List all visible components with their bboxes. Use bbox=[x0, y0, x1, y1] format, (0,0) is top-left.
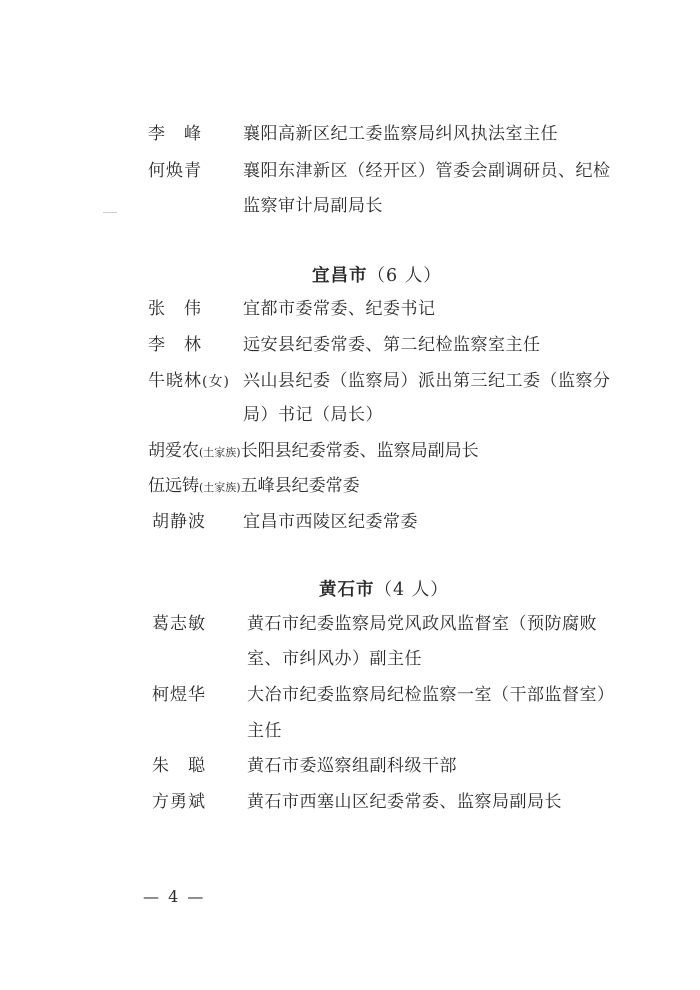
ethnicity-note: (土家族) bbox=[199, 481, 241, 494]
person-title: 黄石市委巡察组副科级干部 bbox=[247, 756, 457, 776]
person-title: 宜昌市西陵区纪委常委 bbox=[243, 512, 418, 532]
person-name bbox=[148, 371, 230, 392]
gender-note: (女) bbox=[202, 374, 230, 390]
person-name-text: 伍远铸 bbox=[148, 476, 199, 496]
person-title: 宜都市委常委、纪委书记 bbox=[243, 299, 436, 319]
person-name-text: 胡爱农 bbox=[148, 441, 199, 461]
person-title-continued: 局）书记（局长） bbox=[243, 405, 383, 425]
person-name bbox=[148, 476, 360, 498]
section-heading-count: （4 人） bbox=[374, 580, 449, 600]
person-name: 张 伟 bbox=[148, 299, 202, 319]
person-title-continued: 监察审计局副局长 bbox=[243, 196, 383, 216]
scan-artifact bbox=[103, 212, 117, 213]
person-name-text: 牛晓林 bbox=[148, 371, 202, 391]
person-name: 李 峰 bbox=[148, 124, 202, 144]
page-number: — 4 — bbox=[143, 887, 206, 906]
person-name: 柯煜华 bbox=[152, 685, 206, 705]
person-title: 襄阳东津新区（经开区）管委会副调研员、纪检 bbox=[243, 161, 611, 181]
person-title: 五峰县纪委常委 bbox=[240, 476, 360, 496]
section-heading-city: 黄石市 bbox=[319, 580, 375, 600]
person-title: 黄石市西塞山区纪委常委、监察局副局长 bbox=[247, 792, 562, 812]
person-title: 长阳县纪委常委、监察局副局长 bbox=[240, 441, 479, 461]
person-name: 葛志敏 bbox=[152, 614, 206, 634]
person-name bbox=[148, 441, 479, 463]
person-title: 兴山县纪委（监察局）派出第三纪工委（监察分 bbox=[243, 371, 611, 391]
ethnicity-note: (土家族) bbox=[199, 446, 241, 459]
person-title: 黄石市纪委监察局党风政风监督室（预防腐败 bbox=[247, 614, 597, 634]
person-title-continued: 室、市纠风办）副主任 bbox=[247, 649, 422, 669]
person-title: 襄阳高新区纪工委监察局纠风执法室主任 bbox=[243, 124, 558, 144]
person-title: 远安县纪委常委、第二纪检监察室主任 bbox=[243, 335, 541, 355]
person-name: 胡静波 bbox=[152, 512, 206, 532]
person-title: 大冶市纪委监察局纪检监察一室（干部监督室） bbox=[247, 685, 615, 705]
section-heading-city: 宜昌市 bbox=[312, 266, 368, 286]
person-name: 方勇斌 bbox=[152, 792, 206, 812]
person-title-continued: 主任 bbox=[247, 721, 282, 741]
person-name: 朱 聪 bbox=[152, 756, 206, 776]
section-heading-count: （6 人） bbox=[367, 266, 442, 286]
section-heading bbox=[319, 576, 449, 601]
section-heading bbox=[312, 262, 442, 287]
person-name: 何焕青 bbox=[148, 161, 202, 181]
person-name: 李 林 bbox=[148, 335, 202, 355]
